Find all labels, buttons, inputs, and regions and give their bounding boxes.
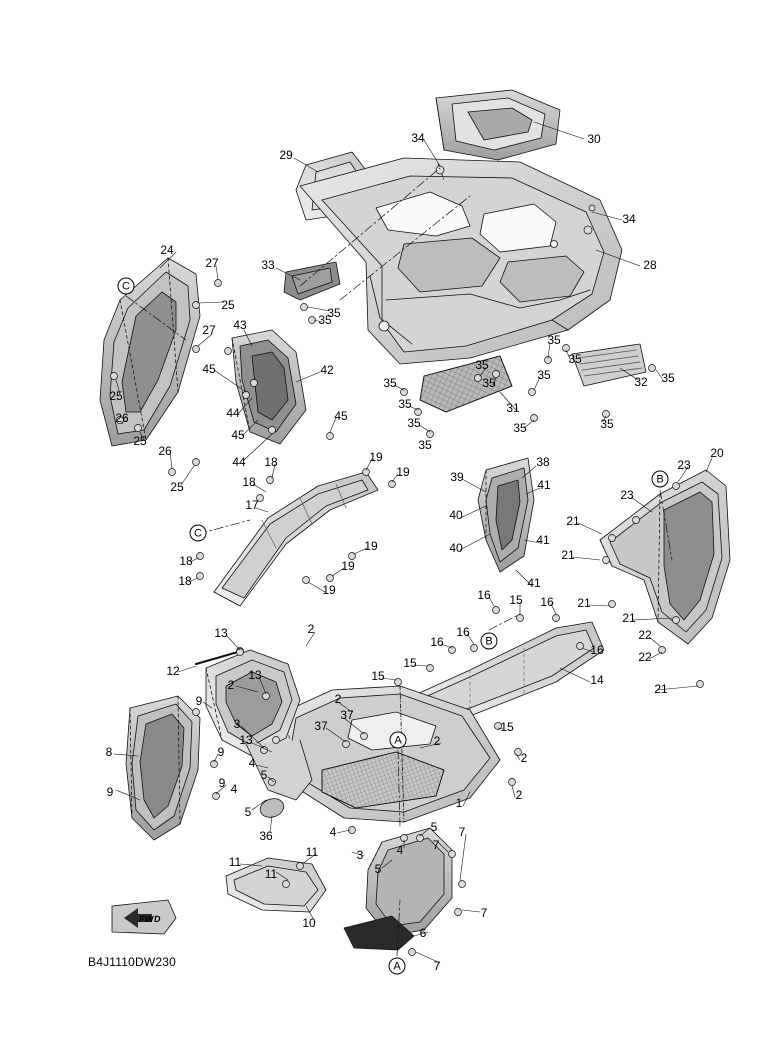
callout-number: 11 — [264, 867, 278, 881]
callout-number: 44 — [226, 406, 240, 420]
callout-number: 43 — [233, 318, 247, 332]
callout-number: 29 — [279, 148, 293, 162]
callout-number: 41 — [537, 478, 551, 492]
callout-number: 35 — [318, 313, 332, 327]
callout-number: 19 — [369, 450, 383, 464]
callout-number: 9 — [217, 745, 225, 759]
callout-number: 45 — [202, 362, 216, 376]
callout-number: 34 — [411, 131, 425, 145]
callout-number: 35 — [418, 438, 432, 452]
callout-number: 26 — [115, 411, 129, 425]
callout-number: 35 — [383, 376, 397, 390]
callout-number: 13 — [214, 626, 228, 640]
callout-number: 18 — [242, 475, 256, 489]
section-marker-c: C — [190, 525, 207, 542]
callout-number: 18 — [178, 574, 192, 588]
callout-number: 25 — [221, 298, 235, 312]
callout-number: 7 — [458, 825, 466, 839]
callout-number: 35 — [661, 371, 675, 385]
callout-number: 9 — [195, 694, 203, 708]
callout-number: 34 — [622, 212, 636, 226]
callout-number: 6 — [419, 926, 427, 940]
part-number-code: B4J1110DW230 — [88, 955, 177, 969]
callout-number: 32 — [634, 375, 648, 389]
callout-number: 39 — [450, 470, 464, 484]
callout-number: 5 — [374, 862, 382, 876]
fwd-direction-label: FWD — [138, 914, 162, 924]
callout-number: 2 — [334, 692, 342, 706]
callout-number: 2 — [227, 678, 235, 692]
callout-number: 17 — [245, 498, 259, 512]
callout-number: 23 — [677, 458, 691, 472]
section-marker-a: A — [390, 732, 407, 749]
callout-number: 19 — [322, 583, 336, 597]
callout-number: 41 — [536, 533, 550, 547]
callout-number: 21 — [622, 611, 636, 625]
callout-number: 16 — [456, 625, 470, 639]
callout-number: 45 — [334, 409, 348, 423]
callout-number: 31 — [506, 401, 520, 415]
callout-number: 5 — [260, 768, 268, 782]
callout-number: 4 — [248, 756, 256, 770]
callout-number: 16 — [430, 635, 444, 649]
callout-number: 19 — [364, 539, 378, 553]
callout-number: 35 — [327, 306, 341, 320]
callout-number: 38 — [536, 455, 550, 469]
callout-number: 15 — [371, 669, 385, 683]
callout-number: 7 — [480, 906, 488, 920]
callout-number: 5 — [244, 805, 252, 819]
callout-number: 18 — [264, 455, 278, 469]
callout-number: 9 — [106, 785, 114, 799]
callout-number: 12 — [166, 664, 180, 678]
callout-number: 25 — [133, 434, 147, 448]
callout-number: 1 — [455, 796, 463, 810]
callout-number: 23 — [620, 488, 634, 502]
callout-number: 35 — [547, 333, 561, 347]
callout-number: 35 — [482, 376, 496, 390]
callout-number: 4 — [396, 843, 404, 857]
callout-number: 5 — [430, 820, 438, 834]
callout-number: 33 — [261, 258, 275, 272]
callout-number: 28 — [643, 258, 657, 272]
callout-number: 45 — [231, 428, 245, 442]
callout-number: 35 — [537, 368, 551, 382]
section-marker-b: B — [481, 633, 498, 650]
callout-number: 22 — [638, 650, 652, 664]
callout-number: 16 — [590, 643, 604, 657]
callout-number: 10 — [302, 916, 316, 930]
section-marker-a: A — [389, 958, 406, 975]
callout-number: 7 — [432, 838, 440, 852]
callout-number: 36 — [259, 829, 273, 843]
section-marker-b: B — [652, 471, 669, 488]
callout-number: 37 — [314, 719, 328, 733]
callout-number: 15 — [509, 593, 523, 607]
callout-number: 15 — [403, 656, 417, 670]
callout-number: 25 — [170, 480, 184, 494]
callout-number: 2 — [433, 734, 441, 748]
callout-number: 14 — [590, 673, 604, 687]
callout-number: 2 — [307, 622, 315, 636]
callout-number: 20 — [710, 446, 724, 460]
callout-number: 44 — [232, 455, 246, 469]
callout-number: 16 — [540, 595, 554, 609]
callout-number: 27 — [202, 323, 216, 337]
callout-number: 21 — [561, 548, 575, 562]
callout-number: 40 — [449, 541, 463, 555]
callout-number: 27 — [205, 256, 219, 270]
callout-number: 9 — [218, 776, 226, 790]
callout-number: 40 — [449, 508, 463, 522]
callout-number: 4 — [230, 782, 238, 796]
callout-number: 42 — [320, 363, 334, 377]
callout-number: 3 — [356, 848, 364, 862]
callout-number: 11 — [305, 845, 319, 859]
callout-number: 16 — [477, 588, 491, 602]
callout-number: 22 — [638, 628, 652, 642]
callout-number: 2 — [515, 788, 523, 802]
callout-number: 3 — [233, 717, 241, 731]
callout-number: 35 — [398, 397, 412, 411]
callout-number: 35 — [475, 358, 489, 372]
callout-number: 13 — [239, 733, 253, 747]
callout-number: 41 — [527, 576, 541, 590]
callout-number: 24 — [160, 243, 174, 257]
callout-number: 37 — [340, 708, 354, 722]
callout-number: 26 — [158, 444, 172, 458]
callout-number: 21 — [566, 514, 580, 528]
callout-number: 35 — [407, 416, 421, 430]
callout-number: 13 — [248, 668, 262, 682]
callout-number: 19 — [341, 559, 355, 573]
callout-number: 18 — [179, 554, 193, 568]
callout-number: 11 — [228, 855, 242, 869]
callout-number: 30 — [587, 132, 601, 146]
section-marker-c: C — [118, 278, 135, 295]
callout-number: 2 — [520, 751, 528, 765]
callout-number: 35 — [568, 352, 582, 366]
callout-number: 19 — [396, 465, 410, 479]
callout-number: 35 — [513, 421, 527, 435]
callout-number: 25 — [109, 389, 123, 403]
callout-number: 8 — [105, 745, 113, 759]
callout-number: 21 — [654, 682, 668, 696]
callout-number: 35 — [600, 417, 614, 431]
callout-number: 7 — [433, 959, 441, 973]
callout-number: 21 — [577, 596, 591, 610]
callout-number: 4 — [329, 825, 337, 839]
callout-number: 15 — [500, 720, 514, 734]
